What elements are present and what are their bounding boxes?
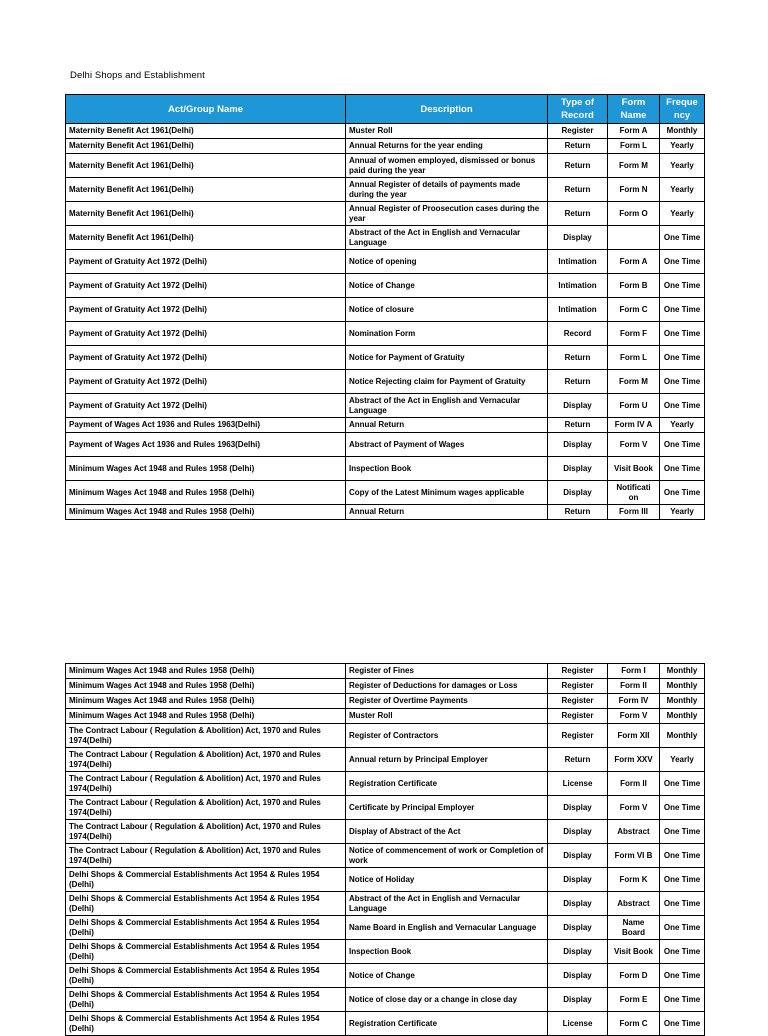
header-description: Description — [346, 95, 548, 124]
cell-frequency: One Time — [660, 988, 705, 1012]
cell-act: The Contract Labour ( Regulation & Abolition) Act, 1970 and Rules 1974(Delhi) — [66, 820, 346, 844]
cell-form: Form V — [608, 709, 660, 724]
cell-form: Form K — [608, 868, 660, 892]
cell-form: Form IV — [608, 694, 660, 709]
cell-type: Return — [548, 346, 608, 370]
cell-form: Form VI B — [608, 844, 660, 868]
cell-description: Abstract of the Act in English and Vernacular Language — [346, 892, 548, 916]
cell-form: Form M — [608, 370, 660, 394]
cell-form: Form B — [608, 274, 660, 298]
table-row — [66, 964, 705, 988]
cell-act: Maternity Benefit Act 1961(Delhi) — [66, 226, 346, 250]
table-row — [66, 394, 705, 418]
cell-frequency: Yearly — [660, 748, 705, 772]
table-row — [66, 748, 705, 772]
cell-type: Display — [548, 226, 608, 250]
cell-type: Register — [548, 694, 608, 709]
cell-act: Delhi Shops & Commercial Establishments Act 1954 & Rules 1954 (Delhi) — [66, 868, 346, 892]
cell-frequency: Yearly — [660, 139, 705, 154]
cell-frequency: Monthly — [660, 724, 705, 748]
table-row — [66, 481, 705, 505]
table-row — [66, 796, 705, 820]
cell-description: Register of Contractors — [346, 724, 548, 748]
table-row — [66, 250, 705, 274]
cell-form: Notificati on — [608, 481, 660, 505]
table-row — [66, 457, 705, 481]
cell-form: Abstract — [608, 820, 660, 844]
cell-form: Form XXV — [608, 748, 660, 772]
cell-form: Form V — [608, 796, 660, 820]
cell-frequency: One Time — [660, 298, 705, 322]
cell-description: Annual Returns for the year ending — [346, 139, 548, 154]
cell-form: Form II — [608, 679, 660, 694]
cell-act: Minimum Wages Act 1948 and Rules 1958 (Delhi) — [66, 481, 346, 505]
cell-act: Delhi Shops & Commercial Establishments Act 1954 & Rules 1954 (Delhi) — [66, 964, 346, 988]
cell-type: Register — [548, 679, 608, 694]
cell-form: Form XII — [608, 724, 660, 748]
cell-frequency: One Time — [660, 394, 705, 418]
cell-description: Muster Roll — [346, 124, 548, 139]
cell-frequency: One Time — [660, 433, 705, 457]
cell-type: Return — [548, 505, 608, 520]
cell-act: Payment of Gratuity Act 1972 (Delhi) — [66, 274, 346, 298]
cell-form: Form F — [608, 322, 660, 346]
cell-type: License — [548, 1012, 608, 1036]
cell-description: Annual of women employed, dismissed or bonus paid during the year — [346, 154, 548, 178]
cell-type: Return — [548, 154, 608, 178]
cell-type: Display — [548, 868, 608, 892]
cell-type: Intimation — [548, 274, 608, 298]
cell-frequency: One Time — [660, 481, 705, 505]
cell-frequency: One Time — [660, 226, 705, 250]
cell-form: Form III — [608, 505, 660, 520]
table-row — [66, 178, 705, 202]
table-row — [66, 916, 705, 940]
table-row — [66, 124, 705, 139]
cell-type: Return — [548, 370, 608, 394]
table-row — [66, 709, 705, 724]
cell-act: Payment of Wages Act 1936 and Rules 1963(Delhi) — [66, 433, 346, 457]
header-form-label: Form Name — [620, 97, 647, 121]
cell-act: Maternity Benefit Act 1961(Delhi) — [66, 154, 346, 178]
cell-type: Return — [548, 748, 608, 772]
cell-act: Minimum Wages Act 1948 and Rules 1958 (Delhi) — [66, 505, 346, 520]
cell-type: Display — [548, 820, 608, 844]
cell-type: Return — [548, 202, 608, 226]
cell-description: Muster Roll — [346, 709, 548, 724]
cell-type: Display — [548, 988, 608, 1012]
cell-form: Abstract — [608, 892, 660, 916]
cell-type: Return — [548, 178, 608, 202]
cell-act: Payment of Wages Act 1936 and Rules 1963(Delhi) — [66, 418, 346, 433]
cell-act: The Contract Labour ( Regulation & Abolition) Act, 1970 and Rules 1974(Delhi) — [66, 844, 346, 868]
table-row — [66, 940, 705, 964]
cell-act: Payment of Gratuity Act 1972 (Delhi) — [66, 370, 346, 394]
cell-type: Display — [548, 481, 608, 505]
cell-description: Notice Rejecting claim for Payment of Gratuity — [346, 370, 548, 394]
cell-form: Form E — [608, 988, 660, 1012]
table-row — [66, 664, 705, 679]
page-title: Delhi Shops and Establishment — [70, 70, 205, 81]
cell-act: Maternity Benefit Act 1961(Delhi) — [66, 139, 346, 154]
cell-type: Display — [548, 457, 608, 481]
cell-description: Certificate by Principal Employer — [346, 796, 548, 820]
cell-frequency: One Time — [660, 940, 705, 964]
cell-description: Name Board in English and Vernacular Language — [346, 916, 548, 940]
cell-frequency: Yearly — [660, 178, 705, 202]
cell-description: Annual Register of details of payments made during the year — [346, 178, 548, 202]
cell-form: Form A — [608, 124, 660, 139]
cell-description: Register of Deductions for damages or Loss — [346, 679, 548, 694]
cell-act: Maternity Benefit Act 1961(Delhi) — [66, 178, 346, 202]
cell-type: Record — [548, 322, 608, 346]
cell-frequency: Yearly — [660, 202, 705, 226]
cell-type: Register — [548, 124, 608, 139]
cell-type: Display — [548, 394, 608, 418]
cell-type: Display — [548, 892, 608, 916]
table-row — [66, 274, 705, 298]
cell-description: Register of Overtime Payments — [346, 694, 548, 709]
table-row — [66, 868, 705, 892]
table-row — [66, 505, 705, 520]
cell-type: Intimation — [548, 298, 608, 322]
cell-form: Form M — [608, 154, 660, 178]
cell-frequency: One Time — [660, 820, 705, 844]
cell-act: Delhi Shops & Commercial Establishments Act 1954 & Rules 1954 (Delhi) — [66, 916, 346, 940]
cell-act: Maternity Benefit Act 1961(Delhi) — [66, 124, 346, 139]
compliance-table-2 — [65, 663, 705, 1036]
cell-act: Payment of Gratuity Act 1972 (Delhi) — [66, 346, 346, 370]
header-type-of-record — [548, 95, 608, 124]
table-row — [66, 418, 705, 433]
cell-act: Delhi Shops & Commercial Establishments Act 1954 & Rules 1954 (Delhi) — [66, 988, 346, 1012]
header-form-name — [608, 95, 660, 124]
cell-type: Register — [548, 709, 608, 724]
cell-frequency: One Time — [660, 964, 705, 988]
cell-act: Delhi Shops & Commercial Establishments Act 1954 & Rules 1954 (Delhi) — [66, 940, 346, 964]
cell-description: Abstract of the Act in English and Vernacular Language — [346, 394, 548, 418]
cell-description: Inspection Book — [346, 457, 548, 481]
cell-act: Minimum Wages Act 1948 and Rules 1958 (Delhi) — [66, 679, 346, 694]
cell-description: Notice of Change — [346, 274, 548, 298]
cell-act: Delhi Shops & Commercial Establishments Act 1954 & Rules 1954 (Delhi) — [66, 1012, 346, 1036]
cell-frequency: One Time — [660, 844, 705, 868]
cell-description: Notice of closure — [346, 298, 548, 322]
table-row — [66, 346, 705, 370]
cell-act: Minimum Wages Act 1948 and Rules 1958 (Delhi) — [66, 457, 346, 481]
cell-frequency: Monthly — [660, 664, 705, 679]
cell-description: Annual return by Principal Employer — [346, 748, 548, 772]
cell-act: Minimum Wages Act 1948 and Rules 1958 (Delhi) — [66, 694, 346, 709]
cell-frequency: Monthly — [660, 124, 705, 139]
cell-form: Form C — [608, 298, 660, 322]
cell-frequency: One Time — [660, 868, 705, 892]
cell-form: Form L — [608, 139, 660, 154]
cell-type: Register — [548, 724, 608, 748]
table-body-1 — [66, 124, 705, 520]
cell-form: Form A — [608, 250, 660, 274]
cell-act: Maternity Benefit Act 1961(Delhi) — [66, 202, 346, 226]
cell-form: Name Board — [608, 916, 660, 940]
compliance-table-1 — [65, 94, 705, 520]
cell-form — [608, 226, 660, 250]
table-row — [66, 679, 705, 694]
cell-description: Annual Return — [346, 418, 548, 433]
cell-frequency: Yearly — [660, 505, 705, 520]
cell-frequency: Monthly — [660, 679, 705, 694]
cell-description: Notice of close day or a change in close day — [346, 988, 548, 1012]
cell-type: Display — [548, 433, 608, 457]
cell-type: Display — [548, 916, 608, 940]
cell-act: Payment of Gratuity Act 1972 (Delhi) — [66, 298, 346, 322]
table-header-row — [66, 95, 705, 124]
table-row — [66, 820, 705, 844]
cell-description: Notice of Holiday — [346, 868, 548, 892]
cell-type: Intimation — [548, 250, 608, 274]
cell-form: Visit Book — [608, 457, 660, 481]
cell-act: The Contract Labour ( Regulation & Abolition) Act, 1970 and Rules 1974(Delhi) — [66, 772, 346, 796]
cell-description: Registration Certificate — [346, 772, 548, 796]
header-frequency — [660, 95, 705, 124]
table-row — [66, 892, 705, 916]
table-row — [66, 202, 705, 226]
cell-form: Form D — [608, 964, 660, 988]
cell-frequency: One Time — [660, 322, 705, 346]
cell-description: Annual Register of Proosecution cases during the year — [346, 202, 548, 226]
cell-type: Return — [548, 139, 608, 154]
table-row — [66, 724, 705, 748]
cell-frequency: One Time — [660, 772, 705, 796]
table-row — [66, 298, 705, 322]
table-row — [66, 226, 705, 250]
cell-form: Form I — [608, 664, 660, 679]
header-act-group-name: Act/Group Name — [66, 95, 346, 124]
cell-form: Form U — [608, 394, 660, 418]
table-row — [66, 772, 705, 796]
cell-act: Minimum Wages Act 1948 and Rules 1958 (Delhi) — [66, 709, 346, 724]
cell-frequency: One Time — [660, 370, 705, 394]
cell-act: The Contract Labour ( Regulation & Abolition) Act, 1970 and Rules 1974(Delhi) — [66, 724, 346, 748]
cell-description: Notice for Payment of Gratuity — [346, 346, 548, 370]
header-freq-label: Freque ncy — [666, 97, 698, 121]
cell-frequency: One Time — [660, 1012, 705, 1036]
cell-act: Payment of Gratuity Act 1972 (Delhi) — [66, 322, 346, 346]
cell-type: Display — [548, 964, 608, 988]
table-row — [66, 433, 705, 457]
table-body-2 — [66, 664, 705, 1036]
cell-description: Annual Return — [346, 505, 548, 520]
cell-frequency: One Time — [660, 346, 705, 370]
cell-act: The Contract Labour ( Regulation & Abolition) Act, 1970 and Rules 1974(Delhi) — [66, 748, 346, 772]
cell-act: Payment of Gratuity Act 1972 (Delhi) — [66, 394, 346, 418]
table-row — [66, 370, 705, 394]
table-row — [66, 154, 705, 178]
cell-frequency: Monthly — [660, 694, 705, 709]
header-type-label: Type of Record — [560, 97, 595, 121]
cell-form: Form V — [608, 433, 660, 457]
cell-description: Notice of opening — [346, 250, 548, 274]
cell-frequency: One Time — [660, 457, 705, 481]
cell-description: Abstract of the Act in English and Vernacular Language — [346, 226, 548, 250]
table-row — [66, 844, 705, 868]
cell-frequency: Monthly — [660, 709, 705, 724]
cell-act: Delhi Shops & Commercial Establishments Act 1954 & Rules 1954 (Delhi) — [66, 892, 346, 916]
table-row — [66, 322, 705, 346]
cell-type: Display — [548, 940, 608, 964]
cell-act: Minimum Wages Act 1948 and Rules 1958 (Delhi) — [66, 664, 346, 679]
cell-type: Register — [548, 664, 608, 679]
cell-type: License — [548, 772, 608, 796]
table-row — [66, 988, 705, 1012]
cell-description: Register of Fines — [346, 664, 548, 679]
cell-type: Display — [548, 844, 608, 868]
cell-frequency: One Time — [660, 916, 705, 940]
table-row — [66, 139, 705, 154]
cell-form: Visit Book — [608, 940, 660, 964]
cell-frequency: Yearly — [660, 154, 705, 178]
cell-form: Form IV A — [608, 418, 660, 433]
cell-act: Payment of Gratuity Act 1972 (Delhi) — [66, 250, 346, 274]
cell-description: Nomination Form — [346, 322, 548, 346]
cell-frequency: Yearly — [660, 418, 705, 433]
cell-form: Form C — [608, 1012, 660, 1036]
cell-frequency: One Time — [660, 892, 705, 916]
cell-description: Abstract of Payment of Wages — [346, 433, 548, 457]
cell-form: Form N — [608, 178, 660, 202]
cell-frequency: One Time — [660, 796, 705, 820]
cell-frequency: One Time — [660, 250, 705, 274]
cell-type: Display — [548, 796, 608, 820]
cell-description: Display of Abstract of the Act — [346, 820, 548, 844]
cell-description: Copy of the Latest Minimum wages applicable — [346, 481, 548, 505]
cell-form: Form O — [608, 202, 660, 226]
cell-type: Return — [548, 418, 608, 433]
table-row — [66, 694, 705, 709]
cell-description: Notice of commencement of work or Completion of work — [346, 844, 548, 868]
cell-description: Notice of Change — [346, 964, 548, 988]
cell-act: The Contract Labour ( Regulation & Abolition) Act, 1970 and Rules 1974(Delhi) — [66, 796, 346, 820]
cell-form: Form L — [608, 346, 660, 370]
cell-description: Inspection Book — [346, 940, 548, 964]
cell-frequency: One Time — [660, 274, 705, 298]
cell-form: Form II — [608, 772, 660, 796]
cell-description: Registration Certificate — [346, 1012, 548, 1036]
